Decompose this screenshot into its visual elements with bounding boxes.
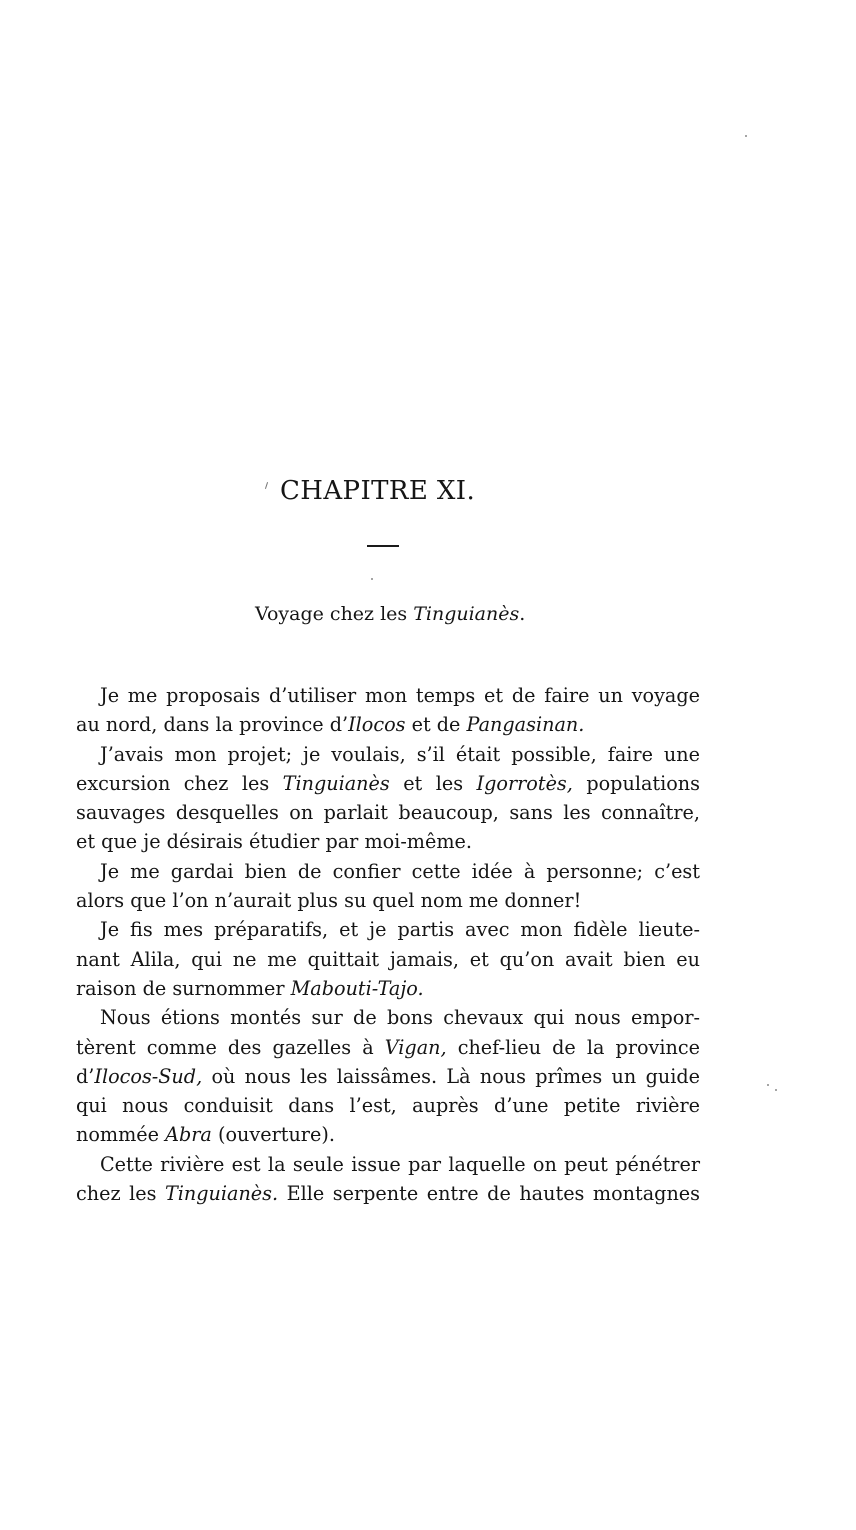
title-rule: [367, 545, 399, 547]
text-segment: sauvages desquelles on parlait beaucoup, sans les connaître,: [76, 801, 700, 825]
text-line: [76, 1003, 700, 1032]
chapter-title: CHAPITRE XI.: [280, 476, 476, 506]
text-line: [76, 827, 700, 856]
text-segment: chez les: [76, 1182, 165, 1206]
text-line: [76, 1062, 700, 1091]
subtitle-italic: Tinguianès: [413, 603, 520, 625]
text-line: [76, 740, 700, 769]
text-line: [76, 769, 700, 798]
italic-segment: Mabouti-Tajo.: [290, 976, 424, 1000]
text-segment: chef-lieu de la province: [446, 1035, 700, 1059]
text-line: [76, 681, 700, 710]
text-line: [76, 1179, 700, 1208]
subtitle-prefix: Voyage chez les: [255, 603, 414, 625]
stray-ink-mark: [265, 482, 268, 489]
text-segment: au nord, dans la province d’: [76, 713, 349, 737]
text-line: [76, 1091, 700, 1120]
italic-segment: Pangasinan.: [466, 713, 585, 737]
text-segment: Je me proposais d’utiliser mon temps et de faire un voyage: [100, 684, 700, 707]
text-segment: raison de surnommer: [76, 976, 291, 1000]
text-segment: excursion chez les: [76, 771, 283, 795]
text-segment: où nous les laissâmes. Là nous prîmes un guide: [202, 1064, 700, 1088]
text-line: [76, 798, 700, 827]
text-segment: populations: [572, 771, 700, 795]
paper-speck: [745, 135, 747, 137]
text-segment: et que je désirais étudier par moi-même.: [76, 830, 473, 854]
text-segment: et de: [405, 713, 467, 737]
text-segment: nommée: [76, 1123, 166, 1147]
text-line: [76, 974, 700, 1003]
text-segment: alors que l’on n’aurait plus su quel nom me donner!: [76, 889, 582, 913]
text-segment: Elle serpente entre de hautes montagnes: [278, 1182, 700, 1206]
text-segment: d’: [76, 1064, 95, 1088]
text-segment: nant Alila, qui ne me quittait jamais, et qu’on avait bien eu: [76, 947, 700, 971]
text-segment: tèrent comme des gazelles à: [76, 1035, 385, 1059]
italic-segment: Vigan,: [384, 1035, 447, 1059]
paper-speck: [775, 1089, 777, 1091]
body-text: [76, 681, 700, 1208]
italic-segment: Igorrotès,: [476, 771, 573, 795]
text-segment: J’avais mon projet; je voulais, s’il était possible, faire une: [100, 742, 700, 766]
paper-speck: [371, 578, 373, 580]
text-segment: (ouverture).: [211, 1123, 335, 1147]
text-line: [76, 915, 700, 944]
italic-segment: Ilocos-Sud,: [94, 1064, 203, 1088]
text-line: [76, 1150, 700, 1179]
subtitle-suffix: .: [519, 603, 526, 625]
italic-segment: Tinguianès.: [164, 1182, 279, 1206]
text-line: [76, 886, 700, 915]
text-segment: et les: [389, 771, 477, 795]
text-line: [76, 857, 700, 886]
italic-segment: Ilocos: [348, 713, 406, 737]
italic-segment: Abra: [165, 1123, 212, 1147]
text-segment: qui nous conduisit dans l’est, auprès d’une petite rivière: [76, 1094, 700, 1118]
italic-segment: Tinguianès: [282, 771, 390, 795]
text-segment: Cette rivière est la seule issue par laquelle on peut pénétrer: [100, 1152, 700, 1176]
text-line: [76, 945, 700, 974]
text-segment: Je me gardai bien de confier cette idée à personne; c’est: [100, 859, 700, 883]
text-segment: Nous étions montés sur de bons chevaux qui nous empor-: [100, 1006, 700, 1030]
chapter-subtitle: [255, 603, 525, 625]
text-line: [76, 1033, 700, 1062]
text-segment: Je fis mes préparatifs, et je partis avec mon fidèle lieute-: [100, 918, 700, 942]
text-line: [76, 1120, 700, 1149]
paper-speck: [767, 1084, 769, 1086]
text-line: [76, 710, 700, 739]
